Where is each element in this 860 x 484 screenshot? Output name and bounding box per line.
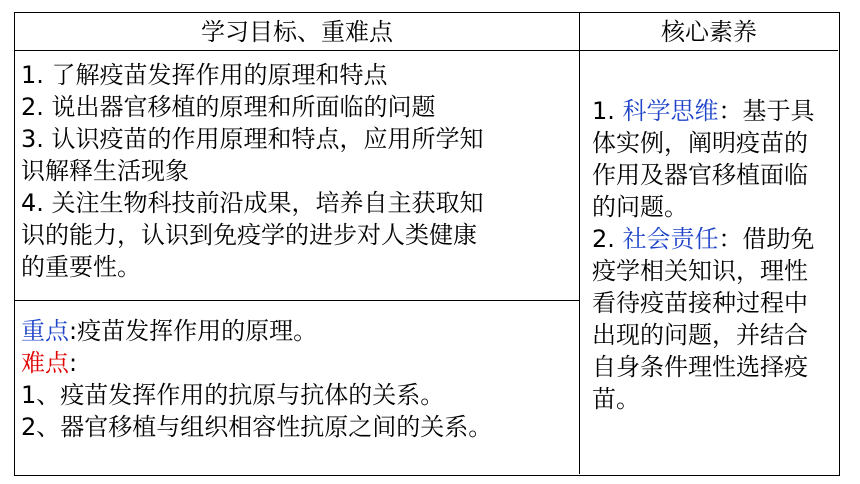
key-point-line (21, 315, 573, 347)
core-item-label: 科学思维 (622, 97, 719, 125)
core-literacy-cell (580, 51, 838, 474)
key-point-text: :疫苗发挥作用的原理。 (69, 317, 318, 345)
difficult-item: 1、疫苗发挥作用的抗原与抗体的关系。 (21, 381, 445, 409)
difficult-item: 2、器官移植与组织相容性抗原之间的关系。 (21, 413, 493, 441)
difficult-point-colon: : (69, 349, 78, 377)
core-item-text: ：借助免疫学相关知识，理性看待疫苗接种过程中出现的问题，并结合自身条件理性选择疫苗。 (592, 225, 815, 413)
core-item-society (592, 223, 828, 415)
content-table (14, 12, 840, 476)
goal-line: 4. 关注生物科技前沿成果，培养自主获取知 (21, 189, 484, 217)
goal-line: 的重要性。 (21, 253, 141, 281)
goal-line: 识的能力，认识到免疫学的进步对人类健康 (21, 221, 477, 249)
goal-line: 1. 了解疫苗发挥作用的原理和特点 (21, 61, 388, 89)
key-point-label: 重点 (21, 317, 69, 345)
goal-line: 识解释生活现象 (21, 157, 189, 185)
key-points-cell (15, 301, 580, 474)
goal-line: 3. 认识疫苗的作用原理和特点，应用所学知 (21, 125, 484, 153)
header-core-literacy: 核心素养 (580, 13, 838, 51)
core-item-text: ：基于具体实例，阐明疫苗的作用及器官移植面临的问题。 (592, 97, 815, 221)
learning-goals-cell (15, 51, 580, 301)
core-item-number: 1. (592, 97, 623, 125)
core-item-number: 2. (592, 225, 623, 253)
core-item-science (592, 95, 828, 223)
difficult-point-label: 难点 (21, 349, 69, 377)
goal-line: 2. 说出器官移植的原理和所面临的问题 (21, 93, 436, 121)
core-item-label: 社会责任 (622, 225, 719, 253)
header-goals: 学习目标、重难点 (15, 13, 580, 51)
difficult-point-line (21, 347, 573, 379)
